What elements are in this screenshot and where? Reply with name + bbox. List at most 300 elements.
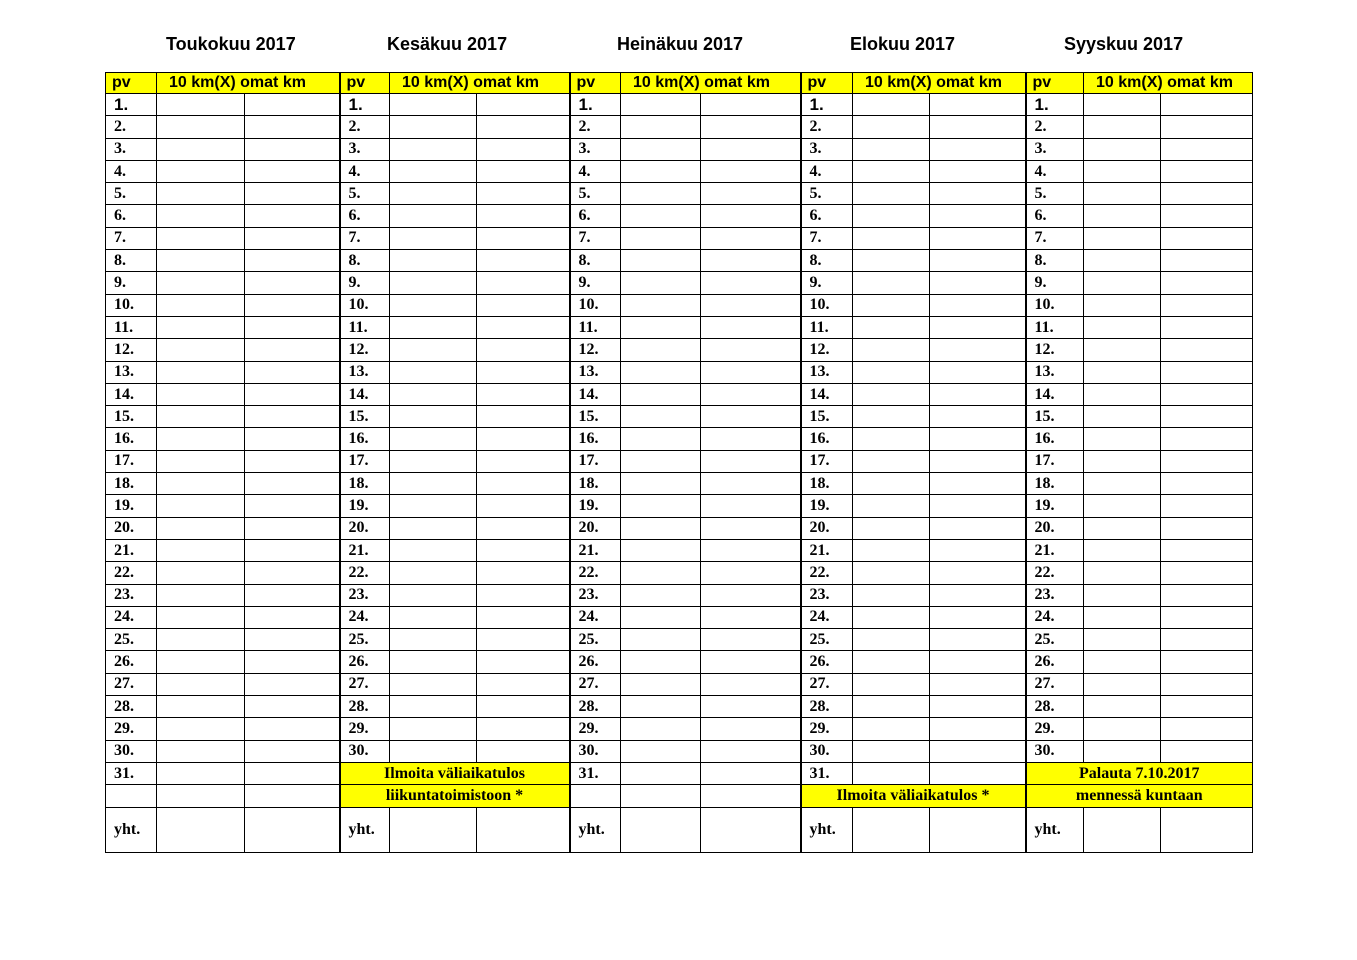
omat-km-input-cell[interactable] [245, 740, 340, 762]
omat-km-input-cell[interactable] [930, 160, 1026, 182]
omat-km-input-cell[interactable] [930, 294, 1026, 316]
omat-km-input-cell[interactable] [1161, 227, 1253, 249]
omat-km-input-cell[interactable] [245, 696, 340, 718]
omat-km-input-cell[interactable] [1161, 94, 1253, 116]
omat-km-input-cell[interactable] [1161, 250, 1253, 272]
omat-km-input-cell[interactable] [1161, 740, 1253, 762]
omat-km-input-cell[interactable] [477, 584, 570, 606]
ten-km-input-cell[interactable] [390, 183, 477, 205]
ten-km-input-cell[interactable] [390, 651, 477, 673]
ten-km-input-cell[interactable] [853, 160, 930, 182]
ten-km-input-cell[interactable] [1084, 339, 1161, 361]
omat-km-input-cell[interactable] [245, 629, 340, 651]
ten-km-input-cell[interactable] [621, 539, 701, 561]
ten-km-input-cell[interactable] [1084, 562, 1161, 584]
ten-km-input-cell[interactable] [1084, 606, 1161, 628]
ten-km-input-cell[interactable] [853, 94, 930, 116]
omat-km-input-cell[interactable] [930, 361, 1026, 383]
omat-km-input-cell[interactable] [1161, 116, 1253, 138]
omat-km-input-cell[interactable] [477, 696, 570, 718]
ten-km-input-cell[interactable] [390, 718, 477, 740]
ten-km-input-cell[interactable] [1084, 227, 1161, 249]
omat-km-input-cell[interactable] [245, 584, 340, 606]
ten-km-input-cell[interactable] [1084, 272, 1161, 294]
ten-km-input-cell[interactable] [390, 316, 477, 338]
ten-km-input-cell[interactable] [1084, 250, 1161, 272]
ten-km-input-cell[interactable] [1084, 294, 1161, 316]
ten-km-input-cell[interactable] [1084, 383, 1161, 405]
omat-km-input-cell[interactable] [930, 562, 1026, 584]
omat-km-input-cell[interactable] [701, 116, 801, 138]
omat-km-input-cell[interactable] [701, 272, 801, 294]
omat-km-input-cell[interactable] [245, 651, 340, 673]
ten-km-input-cell[interactable] [157, 517, 245, 539]
ten-km-input-cell[interactable] [1084, 428, 1161, 450]
omat-km-input-cell[interactable] [1161, 651, 1253, 673]
omat-km-input-cell[interactable] [930, 272, 1026, 294]
omat-km-input-cell[interactable] [245, 473, 340, 495]
ten-km-input-cell[interactable] [390, 696, 477, 718]
omat-km-input-cell[interactable] [477, 428, 570, 450]
omat-km-input-cell[interactable] [245, 205, 340, 227]
omat-km-input-cell[interactable] [701, 740, 801, 762]
omat-km-input-cell[interactable] [477, 361, 570, 383]
ten-km-input-cell[interactable] [390, 138, 477, 160]
ten-km-input-cell[interactable] [390, 406, 477, 428]
ten-km-input-cell[interactable] [157, 406, 245, 428]
ten-km-input-cell[interactable] [390, 539, 477, 561]
ten-km-input-cell[interactable] [621, 562, 701, 584]
omat-km-input-cell[interactable] [245, 138, 340, 160]
omat-km-input-cell[interactable] [477, 138, 570, 160]
ten-km-input-cell[interactable] [390, 517, 477, 539]
omat-km-input-cell[interactable] [1161, 205, 1253, 227]
ten-km-input-cell[interactable] [390, 383, 477, 405]
ten-km-input-cell[interactable] [157, 272, 245, 294]
ten-km-input-cell[interactable] [853, 740, 930, 762]
omat-km-input-cell[interactable] [477, 316, 570, 338]
omat-km-input-cell[interactable] [1161, 450, 1253, 472]
omat-km-input-cell[interactable] [245, 383, 340, 405]
omat-km-input-cell[interactable] [930, 316, 1026, 338]
omat-km-input-cell[interactable] [701, 428, 801, 450]
omat-km-input-cell[interactable] [477, 495, 570, 517]
omat-km-input-cell[interactable] [701, 495, 801, 517]
omat-km-input-cell[interactable] [701, 406, 801, 428]
ten-km-input-cell[interactable] [157, 629, 245, 651]
ten-km-input-cell[interactable] [1084, 316, 1161, 338]
ten-km-input-cell[interactable] [390, 584, 477, 606]
ten-km-input-cell[interactable] [157, 361, 245, 383]
omat-km-input-cell[interactable] [477, 629, 570, 651]
ten-km-input-cell[interactable] [1084, 450, 1161, 472]
ten-km-input-cell[interactable] [853, 183, 930, 205]
omat-km-input-cell[interactable] [930, 762, 1026, 784]
omat-km-input-cell[interactable] [1161, 673, 1253, 695]
omat-km-input-cell[interactable] [1161, 316, 1253, 338]
ten-km-input-cell[interactable] [853, 383, 930, 405]
ten-km-input-cell[interactable] [157, 740, 245, 762]
ten-km-input-cell[interactable] [621, 629, 701, 651]
omat-km-input-cell[interactable] [245, 606, 340, 628]
ten-km-input-cell[interactable] [621, 250, 701, 272]
ten-km-input-cell[interactable] [621, 294, 701, 316]
ten-km-input-cell[interactable] [1084, 539, 1161, 561]
omat-km-input-cell[interactable] [1161, 473, 1253, 495]
omat-km-input-cell[interactable] [930, 138, 1026, 160]
ten-km-input-cell[interactable] [390, 673, 477, 695]
ten-km-input-cell[interactable] [157, 316, 245, 338]
omat-km-input-cell[interactable] [1161, 562, 1253, 584]
ten-km-input-cell[interactable] [157, 606, 245, 628]
omat-km-input-cell[interactable] [701, 250, 801, 272]
omat-km-input-cell[interactable] [477, 539, 570, 561]
ten-km-input-cell[interactable] [1084, 651, 1161, 673]
omat-km-input-cell[interactable] [701, 539, 801, 561]
omat-km-input-cell[interactable] [930, 227, 1026, 249]
ten-km-input-cell[interactable] [1084, 718, 1161, 740]
omat-km-input-cell[interactable] [1161, 606, 1253, 628]
ten-km-total-cell[interactable] [1084, 807, 1161, 852]
omat-km-input-cell[interactable] [701, 339, 801, 361]
ten-km-total-cell[interactable] [621, 807, 701, 852]
ten-km-input-cell[interactable] [1084, 138, 1161, 160]
omat-km-input-cell[interactable] [477, 718, 570, 740]
ten-km-input-cell[interactable] [157, 94, 245, 116]
ten-km-input-cell[interactable] [853, 651, 930, 673]
ten-km-input-cell[interactable] [157, 205, 245, 227]
omat-km-input-cell[interactable] [477, 183, 570, 205]
ten-km-input-cell[interactable] [853, 562, 930, 584]
omat-km-input-cell[interactable] [1161, 495, 1253, 517]
ten-km-input-cell[interactable] [621, 718, 701, 740]
omat-km-input-cell[interactable] [930, 450, 1026, 472]
ten-km-input-cell[interactable] [853, 250, 930, 272]
omat-km-input-cell[interactable] [930, 651, 1026, 673]
ten-km-input-cell[interactable] [1084, 696, 1161, 718]
ten-km-input-cell[interactable] [621, 673, 701, 695]
ten-km-input-cell[interactable] [621, 272, 701, 294]
ten-km-input-cell[interactable] [157, 227, 245, 249]
omat-km-input-cell[interactable] [1161, 272, 1253, 294]
ten-km-input-cell[interactable] [853, 116, 930, 138]
omat-km-input-cell[interactable] [245, 316, 340, 338]
ten-km-input-cell[interactable] [853, 606, 930, 628]
omat-km-input-cell[interactable] [477, 339, 570, 361]
omat-km-input-cell[interactable] [701, 629, 801, 651]
ten-km-input-cell[interactable] [157, 562, 245, 584]
omat-km-input-cell[interactable] [701, 205, 801, 227]
ten-km-input-cell[interactable] [157, 651, 245, 673]
omat-km-input-cell[interactable] [245, 450, 340, 472]
omat-km-input-cell[interactable] [930, 383, 1026, 405]
omat-km-input-cell[interactable] [1161, 406, 1253, 428]
ten-km-input-cell[interactable] [853, 629, 930, 651]
omat-km-input-cell[interactable] [930, 606, 1026, 628]
ten-km-input-cell[interactable] [621, 227, 701, 249]
omat-km-input-cell[interactable] [930, 94, 1026, 116]
omat-km-input-cell[interactable] [701, 183, 801, 205]
ten-km-input-cell[interactable] [621, 740, 701, 762]
omat-km-input-cell[interactable] [245, 495, 340, 517]
omat-km-input-cell[interactable] [930, 740, 1026, 762]
ten-km-input-cell[interactable] [390, 94, 477, 116]
omat-km-input-cell[interactable] [1161, 183, 1253, 205]
ten-km-input-cell[interactable] [1084, 629, 1161, 651]
ten-km-total-cell[interactable] [853, 807, 930, 852]
ten-km-input-cell[interactable] [621, 183, 701, 205]
ten-km-input-cell[interactable] [1084, 116, 1161, 138]
ten-km-input-cell[interactable] [621, 406, 701, 428]
ten-km-input-cell[interactable] [853, 762, 930, 784]
ten-km-total-cell[interactable] [390, 807, 477, 852]
omat-km-input-cell[interactable] [1161, 718, 1253, 740]
omat-km-input-cell[interactable] [701, 718, 801, 740]
omat-km-input-cell[interactable] [245, 673, 340, 695]
omat-km-input-cell[interactable] [701, 383, 801, 405]
omat-km-input-cell[interactable] [245, 250, 340, 272]
omat-km-input-cell[interactable] [1161, 339, 1253, 361]
ten-km-input-cell[interactable] [157, 183, 245, 205]
ten-km-input-cell[interactable] [853, 361, 930, 383]
omat-km-input-cell[interactable] [930, 406, 1026, 428]
ten-km-input-cell[interactable] [157, 584, 245, 606]
ten-km-input-cell[interactable] [157, 495, 245, 517]
ten-km-input-cell[interactable] [157, 473, 245, 495]
ten-km-input-cell[interactable] [1084, 473, 1161, 495]
ten-km-input-cell[interactable] [853, 718, 930, 740]
ten-km-input-cell[interactable] [853, 316, 930, 338]
ten-km-input-cell[interactable] [853, 696, 930, 718]
omat-km-input-cell[interactable] [1161, 160, 1253, 182]
ten-km-input-cell[interactable] [390, 116, 477, 138]
ten-km-input-cell[interactable] [853, 294, 930, 316]
ten-km-input-cell[interactable] [621, 428, 701, 450]
omat-km-input-cell[interactable] [245, 116, 340, 138]
omat-km-input-cell[interactable] [245, 294, 340, 316]
ten-km-input-cell[interactable] [157, 160, 245, 182]
omat-km-input-cell[interactable] [930, 584, 1026, 606]
ten-km-input-cell[interactable] [390, 361, 477, 383]
ten-km-input-cell[interactable] [621, 450, 701, 472]
omat-km-input-cell[interactable] [1161, 629, 1253, 651]
omat-km-input-cell[interactable] [701, 94, 801, 116]
ten-km-input-cell[interactable] [621, 651, 701, 673]
ten-km-input-cell[interactable] [1084, 183, 1161, 205]
ten-km-input-cell[interactable] [1084, 740, 1161, 762]
omat-km-input-cell[interactable] [1161, 138, 1253, 160]
omat-km-input-cell[interactable] [930, 116, 1026, 138]
omat-km-input-cell[interactable] [477, 406, 570, 428]
omat-km-input-cell[interactable] [701, 584, 801, 606]
omat-km-input-cell[interactable] [930, 250, 1026, 272]
omat-km-input-cell[interactable] [245, 562, 340, 584]
ten-km-input-cell[interactable] [621, 94, 701, 116]
omat-km-input-cell[interactable] [477, 160, 570, 182]
omat-km-input-cell[interactable] [477, 250, 570, 272]
omat-km-input-cell[interactable] [701, 673, 801, 695]
ten-km-input-cell[interactable] [621, 606, 701, 628]
ten-km-input-cell[interactable] [390, 160, 477, 182]
omat-km-input-cell[interactable] [1161, 539, 1253, 561]
omat-km-input-cell[interactable] [477, 562, 570, 584]
omat-km-input-cell[interactable] [930, 718, 1026, 740]
omat-km-input-cell[interactable] [477, 383, 570, 405]
omat-km-input-cell[interactable] [930, 205, 1026, 227]
ten-km-input-cell[interactable] [621, 762, 701, 784]
ten-km-input-cell[interactable] [1084, 406, 1161, 428]
ten-km-input-cell[interactable] [157, 116, 245, 138]
omat-km-input-cell[interactable] [930, 183, 1026, 205]
omat-km-input-cell[interactable] [245, 361, 340, 383]
omat-km-input-cell[interactable] [930, 495, 1026, 517]
ten-km-input-cell[interactable] [621, 339, 701, 361]
omat-km-input-cell[interactable] [245, 539, 340, 561]
omat-km-input-cell[interactable] [701, 361, 801, 383]
omat-km-input-cell[interactable] [1161, 584, 1253, 606]
omat-km-input-cell[interactable] [701, 562, 801, 584]
ten-km-input-cell[interactable] [390, 495, 477, 517]
ten-km-input-cell[interactable] [621, 584, 701, 606]
ten-km-input-cell[interactable] [390, 606, 477, 628]
omat-km-input-cell[interactable] [701, 316, 801, 338]
ten-km-input-cell[interactable] [157, 696, 245, 718]
omat-km-input-cell[interactable] [477, 205, 570, 227]
ten-km-input-cell[interactable] [853, 673, 930, 695]
ten-km-input-cell[interactable] [390, 294, 477, 316]
ten-km-input-cell[interactable] [1084, 361, 1161, 383]
ten-km-input-cell[interactable] [157, 339, 245, 361]
ten-km-input-cell[interactable] [621, 160, 701, 182]
omat-km-input-cell[interactable] [245, 428, 340, 450]
omat-km-input-cell[interactable] [701, 651, 801, 673]
omat-km-input-cell[interactable] [477, 94, 570, 116]
omat-km-total-cell[interactable] [245, 807, 340, 852]
omat-km-input-cell[interactable] [1161, 517, 1253, 539]
omat-km-input-cell[interactable] [1161, 294, 1253, 316]
omat-km-input-cell[interactable] [477, 227, 570, 249]
ten-km-input-cell[interactable] [1084, 584, 1161, 606]
omat-km-input-cell[interactable] [701, 696, 801, 718]
omat-km-input-cell[interactable] [477, 272, 570, 294]
omat-km-input-cell[interactable] [1161, 361, 1253, 383]
ten-km-input-cell[interactable] [621, 361, 701, 383]
ten-km-input-cell[interactable] [390, 629, 477, 651]
ten-km-input-cell[interactable] [390, 562, 477, 584]
omat-km-input-cell[interactable] [701, 473, 801, 495]
omat-km-input-cell[interactable] [477, 450, 570, 472]
omat-km-input-cell[interactable] [701, 450, 801, 472]
ten-km-input-cell[interactable] [157, 138, 245, 160]
ten-km-input-cell[interactable] [621, 696, 701, 718]
ten-km-input-cell[interactable] [1084, 517, 1161, 539]
omat-km-input-cell[interactable] [930, 673, 1026, 695]
ten-km-input-cell[interactable] [853, 517, 930, 539]
ten-km-input-cell[interactable] [390, 205, 477, 227]
omat-km-input-cell[interactable] [930, 539, 1026, 561]
ten-km-input-cell[interactable] [853, 584, 930, 606]
omat-km-total-cell[interactable] [701, 807, 801, 852]
ten-km-input-cell[interactable] [157, 539, 245, 561]
ten-km-input-cell[interactable] [853, 428, 930, 450]
ten-km-input-cell[interactable] [390, 250, 477, 272]
ten-km-input-cell[interactable] [157, 450, 245, 472]
ten-km-input-cell[interactable] [621, 138, 701, 160]
omat-km-input-cell[interactable] [477, 651, 570, 673]
ten-km-input-cell[interactable] [621, 205, 701, 227]
ten-km-input-cell[interactable] [853, 539, 930, 561]
omat-km-input-cell[interactable] [930, 629, 1026, 651]
omat-km-input-cell[interactable] [701, 227, 801, 249]
ten-km-input-cell[interactable] [390, 272, 477, 294]
omat-km-input-cell[interactable] [701, 606, 801, 628]
omat-km-input-cell[interactable] [245, 718, 340, 740]
omat-km-input-cell[interactable] [701, 517, 801, 539]
omat-km-input-cell[interactable] [701, 160, 801, 182]
omat-km-total-cell[interactable] [930, 807, 1026, 852]
ten-km-input-cell[interactable] [621, 517, 701, 539]
ten-km-input-cell[interactable] [853, 205, 930, 227]
ten-km-input-cell[interactable] [157, 762, 245, 784]
omat-km-input-cell[interactable] [245, 160, 340, 182]
omat-km-input-cell[interactable] [477, 606, 570, 628]
ten-km-input-cell[interactable] [621, 473, 701, 495]
ten-km-input-cell[interactable] [621, 383, 701, 405]
ten-km-input-cell[interactable] [1084, 205, 1161, 227]
omat-km-input-cell[interactable] [245, 183, 340, 205]
omat-km-input-cell[interactable] [701, 762, 801, 784]
omat-km-input-cell[interactable] [1161, 428, 1253, 450]
omat-km-input-cell[interactable] [245, 762, 340, 784]
omat-km-total-cell[interactable] [1161, 807, 1253, 852]
omat-km-input-cell[interactable] [477, 294, 570, 316]
ten-km-input-cell[interactable] [853, 450, 930, 472]
ten-km-input-cell[interactable] [853, 138, 930, 160]
omat-km-input-cell[interactable] [930, 428, 1026, 450]
omat-km-input-cell[interactable] [701, 138, 801, 160]
omat-km-input-cell[interactable] [477, 473, 570, 495]
ten-km-input-cell[interactable] [157, 428, 245, 450]
ten-km-input-cell[interactable] [390, 428, 477, 450]
omat-km-input-cell[interactable] [701, 294, 801, 316]
ten-km-input-cell[interactable] [390, 473, 477, 495]
ten-km-total-cell[interactable] [157, 807, 245, 852]
ten-km-input-cell[interactable] [157, 718, 245, 740]
ten-km-input-cell[interactable] [1084, 160, 1161, 182]
ten-km-input-cell[interactable] [853, 227, 930, 249]
ten-km-input-cell[interactable] [390, 227, 477, 249]
ten-km-input-cell[interactable] [157, 250, 245, 272]
omat-km-input-cell[interactable] [477, 740, 570, 762]
ten-km-input-cell[interactable] [853, 272, 930, 294]
omat-km-input-cell[interactable] [930, 696, 1026, 718]
omat-km-input-cell[interactable] [930, 517, 1026, 539]
ten-km-input-cell[interactable] [1084, 495, 1161, 517]
ten-km-input-cell[interactable] [621, 316, 701, 338]
omat-km-input-cell[interactable] [245, 406, 340, 428]
omat-km-input-cell[interactable] [245, 227, 340, 249]
ten-km-input-cell[interactable] [390, 450, 477, 472]
ten-km-input-cell[interactable] [853, 473, 930, 495]
ten-km-input-cell[interactable] [157, 673, 245, 695]
ten-km-input-cell[interactable] [157, 294, 245, 316]
omat-km-input-cell[interactable] [1161, 696, 1253, 718]
omat-km-input-cell[interactable] [245, 94, 340, 116]
omat-km-input-cell[interactable] [477, 517, 570, 539]
ten-km-input-cell[interactable] [621, 116, 701, 138]
omat-km-input-cell[interactable] [245, 339, 340, 361]
omat-km-total-cell[interactable] [477, 807, 570, 852]
